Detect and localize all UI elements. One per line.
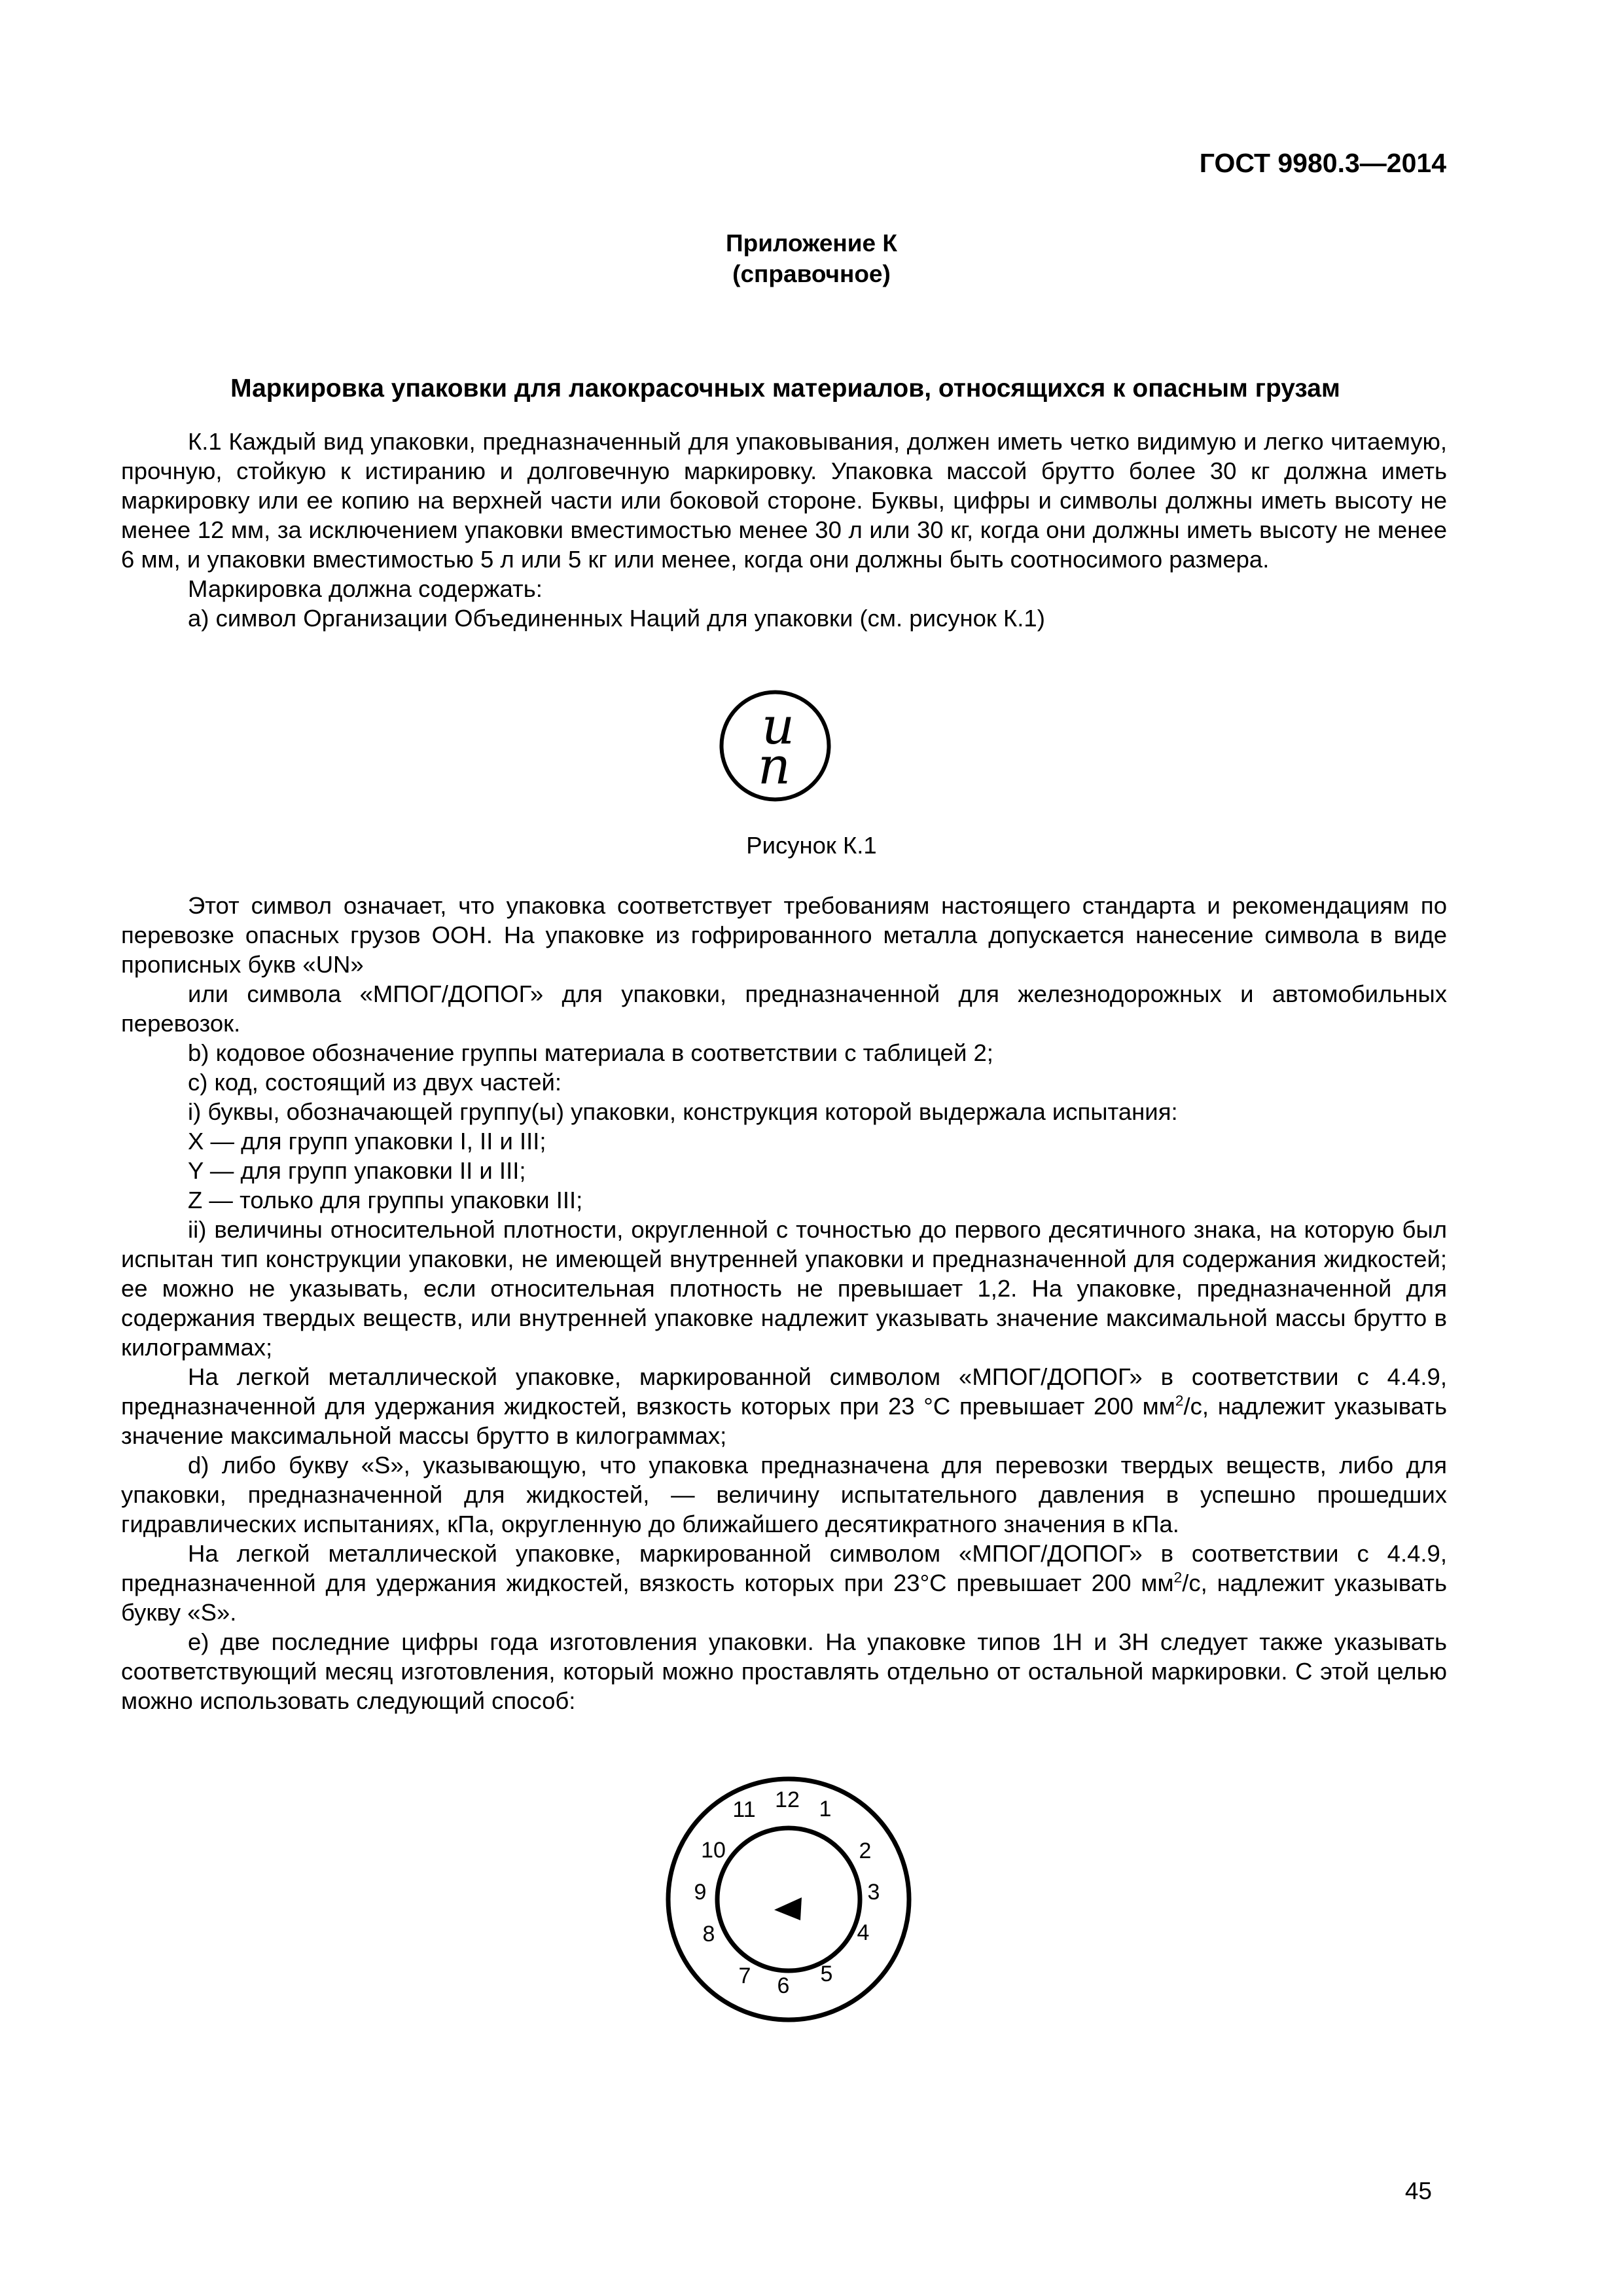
item-b-text: b) кодовое обозначение группы материала в соответствии с таблицей 2;: [188, 1039, 993, 1066]
clause-k1-text: К.1 Каждый вид упаковки, предназначенный для упаковывания, должен иметь четко видимую и легко читаемую, прочную, стойкую к истиранию и долговечную маркировку. Упаковка массой брутто более 30 кг должна иметь маркировку или ее копию на верхней части или боковой стороне. Буквы, цифры и символы должны иметь высоту не менее 12 мм, за исключением упаковки вместимостью менее 30 л или 30 кг, когда они должны иметь высоту не менее 6 мм, и упаковки вместимостью 5 л или 5 кг или менее, когда они должны быть соотносимого размера.: [121, 428, 1447, 573]
item-c-text: c) код, состоящий из двух частей:: [188, 1069, 562, 1096]
dial-number-4: 4: [857, 1920, 870, 1945]
dial-number-9: 9: [694, 1880, 707, 1905]
item-a-text: a) символ Организации Объединенных Наций для упаковки (см. рисунок К.1): [188, 605, 1045, 632]
group-x-text: X — для групп упаковки I, II и III;: [188, 1128, 546, 1155]
month-pointer-arrow-icon: [774, 1897, 802, 1920]
mpog-symbol-text: или символа «МПОГ/ДОПОГ» для упаковки, предназначенной для железнодорожных и автомобильных перевозок.: [121, 980, 1447, 1037]
clause-k1-block: [121, 427, 1447, 633]
dial-number-10: 10: [701, 1838, 726, 1863]
un-symbol-letter-n: n: [757, 737, 791, 796]
un-symbol-letter-u: u: [761, 697, 795, 756]
dial-number-6: 6: [777, 1973, 790, 1998]
appendix-type: (справочное): [732, 260, 891, 287]
dial-number-11: 11: [732, 1797, 756, 1822]
dial-number-3: 3: [867, 1880, 880, 1905]
item-c-ii-text: ii) величины относительной плотности, округленной с точностью до первого десятичного знака, на которую был испытан тип конструкции упаковки, не имеющей внутренней упаковки и предназначенной для содержания жидкостей; ее можно не указывать, если относительная плотность не превышает 1,2. На упаковке, предназначенной для содержания твердых веществ, или внутренней упаковке надлежит указывать значение максимальной массы брутто в килограммах;: [121, 1216, 1447, 1361]
group-z-text: Z — только для группы упаковки III;: [188, 1187, 583, 1213]
item-c-i-text: i) буквы, обозначающей группу(ы) упаковки, конструкция которой выдержала испытания:: [188, 1098, 1178, 1125]
figure-k1-caption: Рисунок К.1: [746, 832, 877, 859]
group-y-text: Y — для групп упаковки II и III;: [188, 1157, 526, 1184]
section-heading: Маркировка упаковки для лакокрасочных материалов, относящихся к опасным грузам: [230, 374, 1340, 403]
dial-number-2: 2: [859, 1839, 872, 1863]
un-packaging-symbol-icon: [718, 689, 832, 803]
standard-designation: ГОСТ 9980.3—2014: [1199, 148, 1446, 178]
page-number: 45: [1404, 2178, 1432, 2204]
light-metal-packaging-note-2: На легкой металлической упаковке, маркированной символом «МПОГ/ДОПОГ» в соответствии с 4.4.9, предназначенной для удержания жидкостей, вязкость которых при 23°C превышает 200 $мм^2/с$, надлежит указывать букву «S».: [121, 1540, 1447, 1626]
item-d-text: d) либо букву «S», указывающую, что упаковка предназначена для перевозки твердых веществ, либо для упаковки, предназначенной для жидкостей, — величину испытательного давления в успешно прошедших гидравлических испытаниях, кПа, округленную до ближайшего десятикратного значения в кПа.: [121, 1452, 1447, 1537]
symbol-meaning-text: Этот символ означает, что упаковка соответствует требованиям настоящего стандарта и рекомендациям по перевозке опасных грузов ООН. На упаковке из гофрированного металла допускается нанесение символа в виде прописных букв «UN»: [121, 892, 1447, 978]
marking-contents-intro: Маркировка должна содержать:: [188, 575, 543, 602]
symbol-explanation-block: [121, 891, 1447, 1715]
dial-number-7: 7: [738, 1964, 751, 1988]
item-e-text: e) две последние цифры года изготовления упаковки. На упаковке типов 1H и 3H следует также указывать соответствующий месяц изготовления, который можно проставлять отдельно от остальной маркировки. С этой целью можно использовать следующий способ:: [121, 1628, 1447, 1714]
dial-number-8: 8: [702, 1922, 715, 1946]
month-dial-symbol-icon: [664, 1775, 913, 2024]
dial-number-12: 12: [775, 1787, 800, 1812]
appendix-title: Приложение К: [726, 230, 897, 257]
dial-number-5: 5: [820, 1962, 833, 1986]
light-metal-packaging-note-1: На легкой металлической упаковке, маркированной символом «МПОГ/ДОПОГ» в соответствии с 4.4.9, предназначенной для удержания жидкостей, вязкость которых при 23 °C превышает 200 $мм^2/с$, надлежит указывать значение максимальной массы брутто в килограммах;: [121, 1363, 1447, 1449]
appendix-title-block: [0, 228, 1623, 289]
dial-number-1: 1: [819, 1797, 832, 1821]
